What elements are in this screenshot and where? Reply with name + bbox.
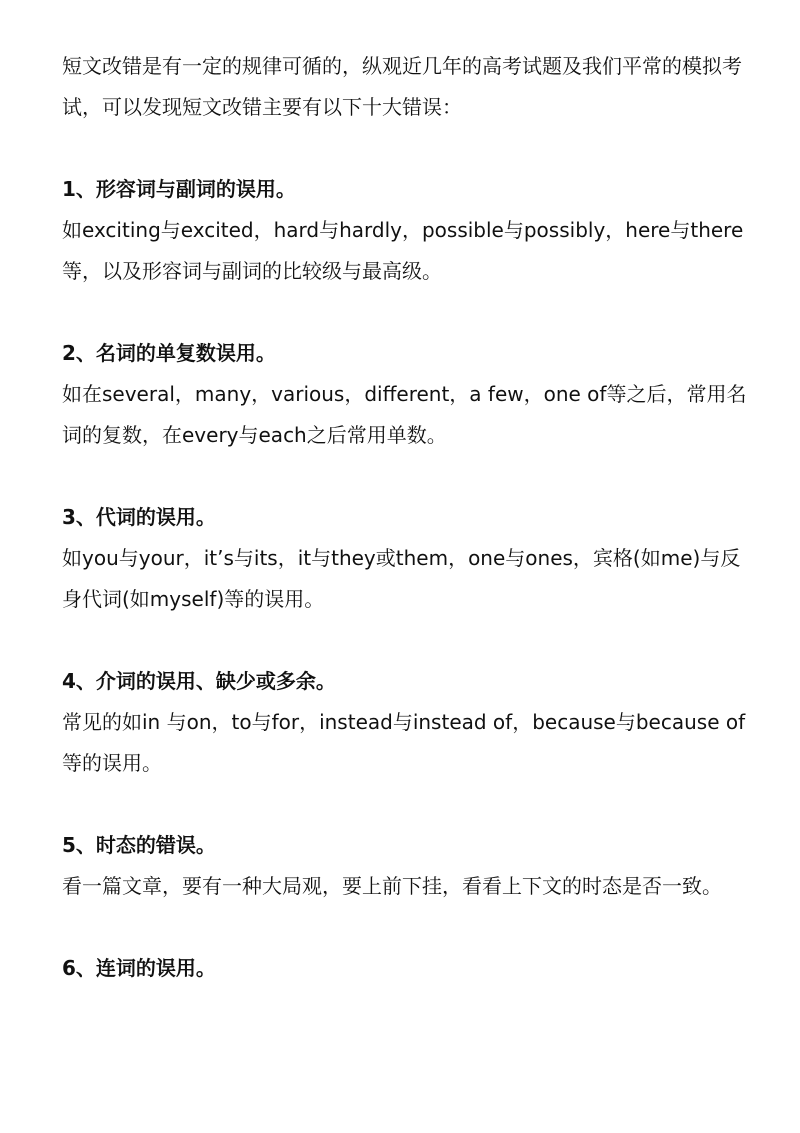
section-conjunction bbox=[62, 948, 752, 989]
section-heading: 6、连词的误用。 bbox=[62, 956, 216, 980]
section-preposition bbox=[62, 661, 752, 784]
section-adjective-adverb bbox=[62, 169, 752, 292]
section-body: 如exciting与excited，hard与hardly，possible与possibly，here与there等，以及形容词与副词的比较级与最高级。 bbox=[62, 218, 744, 283]
intro-paragraph: 短文改错是有一定的规律可循的，纵观近几年的高考试题及我们平常的模拟考试，可以发现短文改错主要有以下十大错误： bbox=[62, 54, 742, 119]
section-heading: 4、介词的误用、缺少或多余。 bbox=[62, 669, 336, 693]
section-body: 如you与your，it’s与its，it与they或them，one与ones，宾格(如me)与反身代词(如myself)等的误用。 bbox=[62, 546, 741, 611]
section-body: 看一篇文章，要有一种大局观，要上前下挂，看看上下文的时态是否一致。 bbox=[62, 874, 722, 898]
section-body: 如在several，many，various，different，a few，one of等之后，常用名词的复数，在every与each之后常用单数。 bbox=[62, 382, 747, 447]
section-heading: 5、时态的错误。 bbox=[62, 833, 216, 857]
section-heading: 3、代词的误用。 bbox=[62, 505, 216, 529]
section-noun-plural bbox=[62, 333, 752, 456]
section-heading: 2、名词的单复数误用。 bbox=[62, 341, 276, 365]
section-tense bbox=[62, 825, 752, 907]
section-body: 常见的如in 与on，to与for，instead与instead of，because与because of等的误用。 bbox=[62, 710, 746, 775]
section-pronoun bbox=[62, 497, 752, 620]
section-heading: 1、形容词与副词的误用。 bbox=[62, 177, 296, 201]
document-page bbox=[62, 46, 752, 989]
